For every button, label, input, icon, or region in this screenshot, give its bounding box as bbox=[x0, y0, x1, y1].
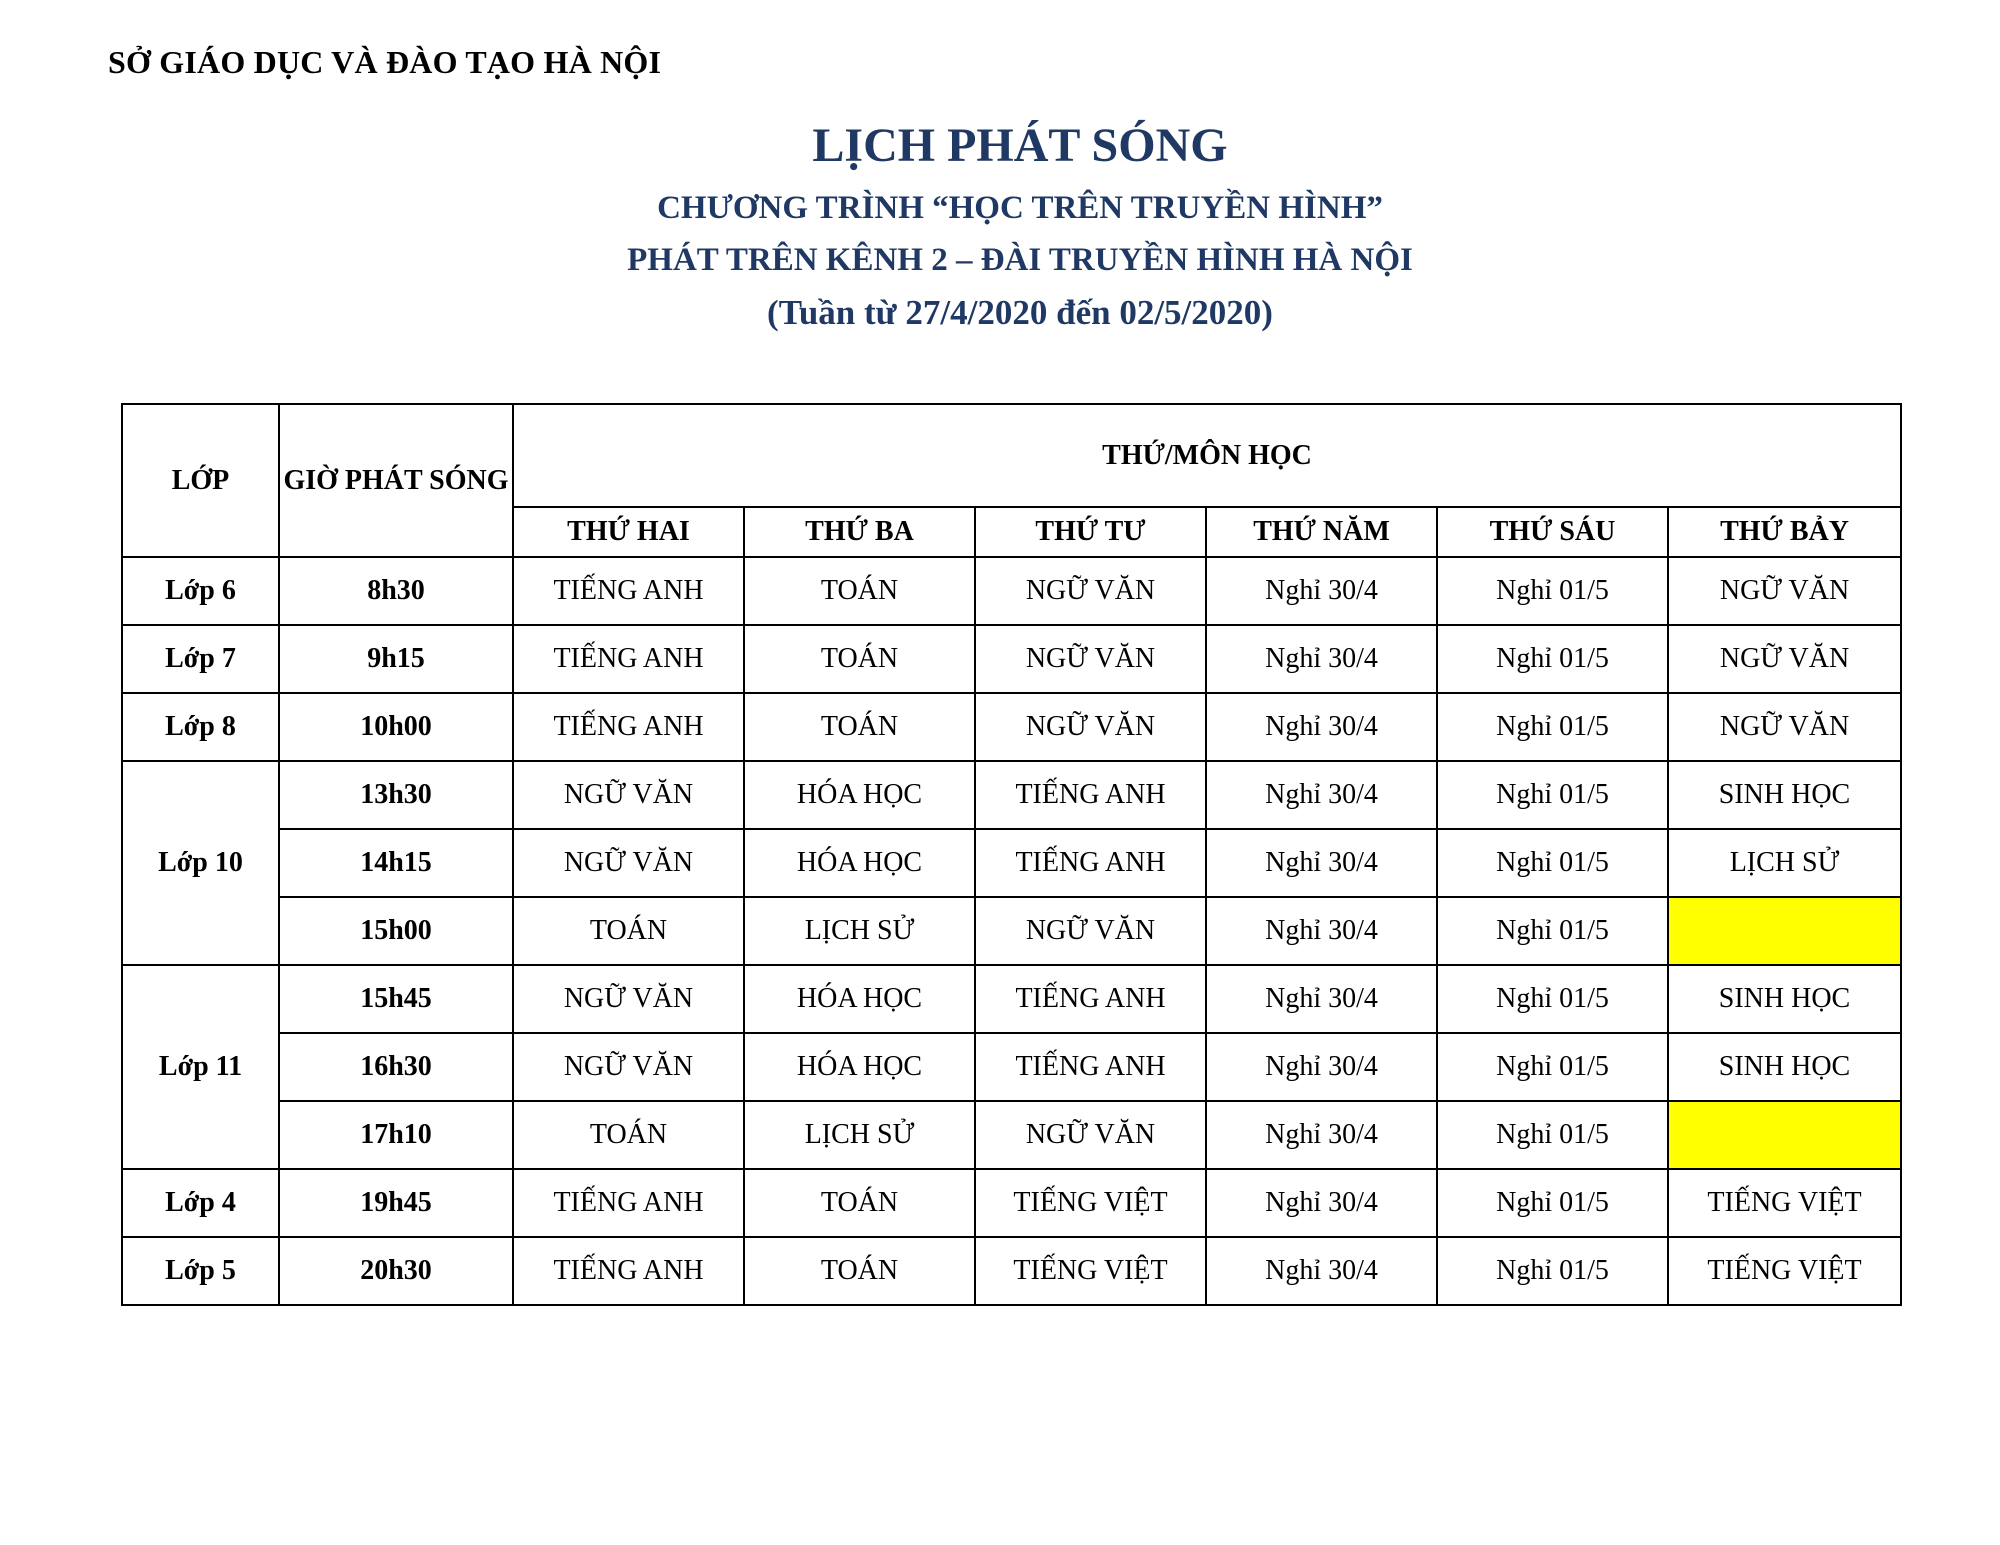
subject-cell: SINH HỌC bbox=[1668, 965, 1901, 1033]
subject-cell: Nghỉ 01/5 bbox=[1437, 761, 1668, 829]
subject-cell: NGỮ VĂN bbox=[513, 1033, 744, 1101]
header-day-mon: THỨ HAI bbox=[513, 507, 744, 557]
subject-cell: Nghỉ 30/4 bbox=[1206, 897, 1437, 965]
subject-cell: NGỮ VĂN bbox=[513, 761, 744, 829]
subject-cell: NGỮ VĂN bbox=[975, 897, 1206, 965]
subject-cell: TOÁN bbox=[744, 1237, 975, 1305]
table-row bbox=[122, 693, 1901, 761]
highlighted-empty-cell bbox=[1668, 897, 1901, 965]
subject-cell: Nghỉ 30/4 bbox=[1206, 1169, 1437, 1237]
subject-cell: TIẾNG ANH bbox=[975, 829, 1206, 897]
subject-cell: TIẾNG VIỆT bbox=[1668, 1169, 1901, 1237]
time-cell: 10h00 bbox=[279, 693, 513, 761]
class-cell: Lớp 5 bbox=[122, 1237, 279, 1305]
class-cell: Lớp 11 bbox=[122, 965, 279, 1169]
time-cell: 15h45 bbox=[279, 965, 513, 1033]
subject-cell: TOÁN bbox=[744, 1169, 975, 1237]
header-day-sat: THỨ BẢY bbox=[1668, 507, 1901, 557]
subject-cell: NGỮ VĂN bbox=[975, 1101, 1206, 1169]
subject-cell: Nghỉ 01/5 bbox=[1437, 897, 1668, 965]
subject-cell: TOÁN bbox=[744, 557, 975, 625]
header-thu-mon-hoc: THỨ/MÔN HỌC bbox=[513, 404, 1901, 507]
subject-cell: Nghỉ 30/4 bbox=[1206, 1101, 1437, 1169]
subject-cell: Nghỉ 30/4 bbox=[1206, 1237, 1437, 1305]
subject-cell: LỊCH SỬ bbox=[744, 1101, 975, 1169]
subject-cell: TIẾNG ANH bbox=[513, 625, 744, 693]
subject-cell: NGỮ VĂN bbox=[975, 625, 1206, 693]
subject-cell: Nghỉ 30/4 bbox=[1206, 761, 1437, 829]
subject-cell: TIẾNG ANH bbox=[513, 557, 744, 625]
channel-subtitle: PHÁT TRÊN KÊNH 2 – ĐÀI TRUYỀN HÌNH HÀ NỘI bbox=[627, 242, 1413, 278]
time-cell: 17h10 bbox=[279, 1101, 513, 1169]
table-row bbox=[122, 829, 1901, 897]
subject-cell: TOÁN bbox=[744, 625, 975, 693]
table-row bbox=[122, 625, 1901, 693]
subject-cell: Nghỉ 30/4 bbox=[1206, 557, 1437, 625]
header-lop: LỚP bbox=[122, 404, 279, 557]
subject-cell: Nghỉ 01/5 bbox=[1437, 1237, 1668, 1305]
time-cell: 8h30 bbox=[279, 557, 513, 625]
week-range: (Tuần từ 27/4/2020 đến 02/5/2020) bbox=[767, 293, 1273, 332]
subject-cell: TIẾNG ANH bbox=[975, 1033, 1206, 1101]
subject-cell: Nghỉ 01/5 bbox=[1437, 1033, 1668, 1101]
time-cell: 19h45 bbox=[279, 1169, 513, 1237]
table-row bbox=[122, 897, 1901, 965]
subject-cell: HÓA HỌC bbox=[744, 761, 975, 829]
program-subtitle: CHƯƠNG TRÌNH “HỌC TRÊN TRUYỀN HÌNH” bbox=[657, 190, 1383, 226]
class-cell: Lớp 10 bbox=[122, 761, 279, 965]
table-row bbox=[122, 1169, 1901, 1237]
subject-cell: TIẾNG ANH bbox=[975, 761, 1206, 829]
table-row bbox=[122, 1033, 1901, 1101]
subject-cell: HÓA HỌC bbox=[744, 829, 975, 897]
table-row bbox=[122, 761, 1901, 829]
highlighted-empty-cell bbox=[1668, 1101, 1901, 1169]
subject-cell: SINH HỌC bbox=[1668, 1033, 1901, 1101]
subject-cell: Nghỉ 30/4 bbox=[1206, 829, 1437, 897]
subject-cell: TOÁN bbox=[513, 897, 744, 965]
subject-cell: LỊCH SỬ bbox=[744, 897, 975, 965]
subject-cell: TOÁN bbox=[513, 1101, 744, 1169]
header-gio-phat-song: GIỜ PHÁT SÓNG bbox=[279, 404, 513, 557]
class-cell: Lớp 4 bbox=[122, 1169, 279, 1237]
table-row bbox=[122, 965, 1901, 1033]
subject-cell: Nghỉ 01/5 bbox=[1437, 625, 1668, 693]
time-cell: 14h15 bbox=[279, 829, 513, 897]
subject-cell: NGỮ VĂN bbox=[513, 965, 744, 1033]
subject-cell: Nghỉ 01/5 bbox=[1437, 693, 1668, 761]
subject-cell: Nghỉ 01/5 bbox=[1437, 965, 1668, 1033]
header-day-tue: THỨ BA bbox=[744, 507, 975, 557]
class-cell: Lớp 7 bbox=[122, 625, 279, 693]
header-day-fri: THỨ SÁU bbox=[1437, 507, 1668, 557]
subject-cell: TIẾNG ANH bbox=[513, 1169, 744, 1237]
table-row bbox=[122, 1101, 1901, 1169]
table-row bbox=[122, 1237, 1901, 1305]
time-cell: 16h30 bbox=[279, 1033, 513, 1101]
subject-cell: TIẾNG ANH bbox=[975, 965, 1206, 1033]
subject-cell: HÓA HỌC bbox=[744, 1033, 975, 1101]
subject-cell: LỊCH SỬ bbox=[1668, 829, 1901, 897]
time-cell: 9h15 bbox=[279, 625, 513, 693]
subject-cell: TOÁN bbox=[744, 693, 975, 761]
subject-cell: NGỮ VĂN bbox=[1668, 625, 1901, 693]
subject-cell: Nghỉ 01/5 bbox=[1437, 557, 1668, 625]
subject-cell: Nghỉ 30/4 bbox=[1206, 693, 1437, 761]
subject-cell: TIẾNG VIỆT bbox=[975, 1237, 1206, 1305]
subject-cell: SINH HỌC bbox=[1668, 761, 1901, 829]
subject-cell: NGỮ VĂN bbox=[1668, 557, 1901, 625]
organization-name: SỞ GIÁO DỤC VÀ ĐÀO TẠO HÀ NỘI bbox=[108, 44, 662, 80]
subject-cell: Nghỉ 30/4 bbox=[1206, 1033, 1437, 1101]
subject-cell: NGỮ VĂN bbox=[1668, 693, 1901, 761]
document-title: LỊCH PHÁT SÓNG bbox=[812, 119, 1228, 172]
subject-cell: Nghỉ 01/5 bbox=[1437, 1101, 1668, 1169]
subject-cell: NGỮ VĂN bbox=[513, 829, 744, 897]
title-block bbox=[0, 110, 2000, 340]
subject-cell: Nghỉ 30/4 bbox=[1206, 625, 1437, 693]
time-cell: 20h30 bbox=[279, 1237, 513, 1305]
table-row bbox=[122, 557, 1901, 625]
subject-cell: Nghỉ 01/5 bbox=[1437, 1169, 1668, 1237]
time-cell: 15h00 bbox=[279, 897, 513, 965]
subject-cell: Nghỉ 01/5 bbox=[1437, 829, 1668, 897]
subject-cell: NGỮ VĂN bbox=[975, 557, 1206, 625]
subject-cell: HÓA HỌC bbox=[744, 965, 975, 1033]
subject-cell: NGỮ VĂN bbox=[975, 693, 1206, 761]
time-cell: 13h30 bbox=[279, 761, 513, 829]
subject-cell: TIẾNG VIỆT bbox=[1668, 1237, 1901, 1305]
subject-cell: TIẾNG ANH bbox=[513, 1237, 744, 1305]
header-day-thu: THỨ NĂM bbox=[1206, 507, 1437, 557]
class-cell: Lớp 6 bbox=[122, 557, 279, 625]
subject-cell: Nghỉ 30/4 bbox=[1206, 965, 1437, 1033]
header-day-wed: THỨ TƯ bbox=[975, 507, 1206, 557]
subject-cell: TIẾNG VIỆT bbox=[975, 1169, 1206, 1237]
subject-cell: TIẾNG ANH bbox=[513, 693, 744, 761]
class-cell: Lớp 8 bbox=[122, 693, 279, 761]
broadcast-schedule-table bbox=[121, 403, 1902, 1306]
